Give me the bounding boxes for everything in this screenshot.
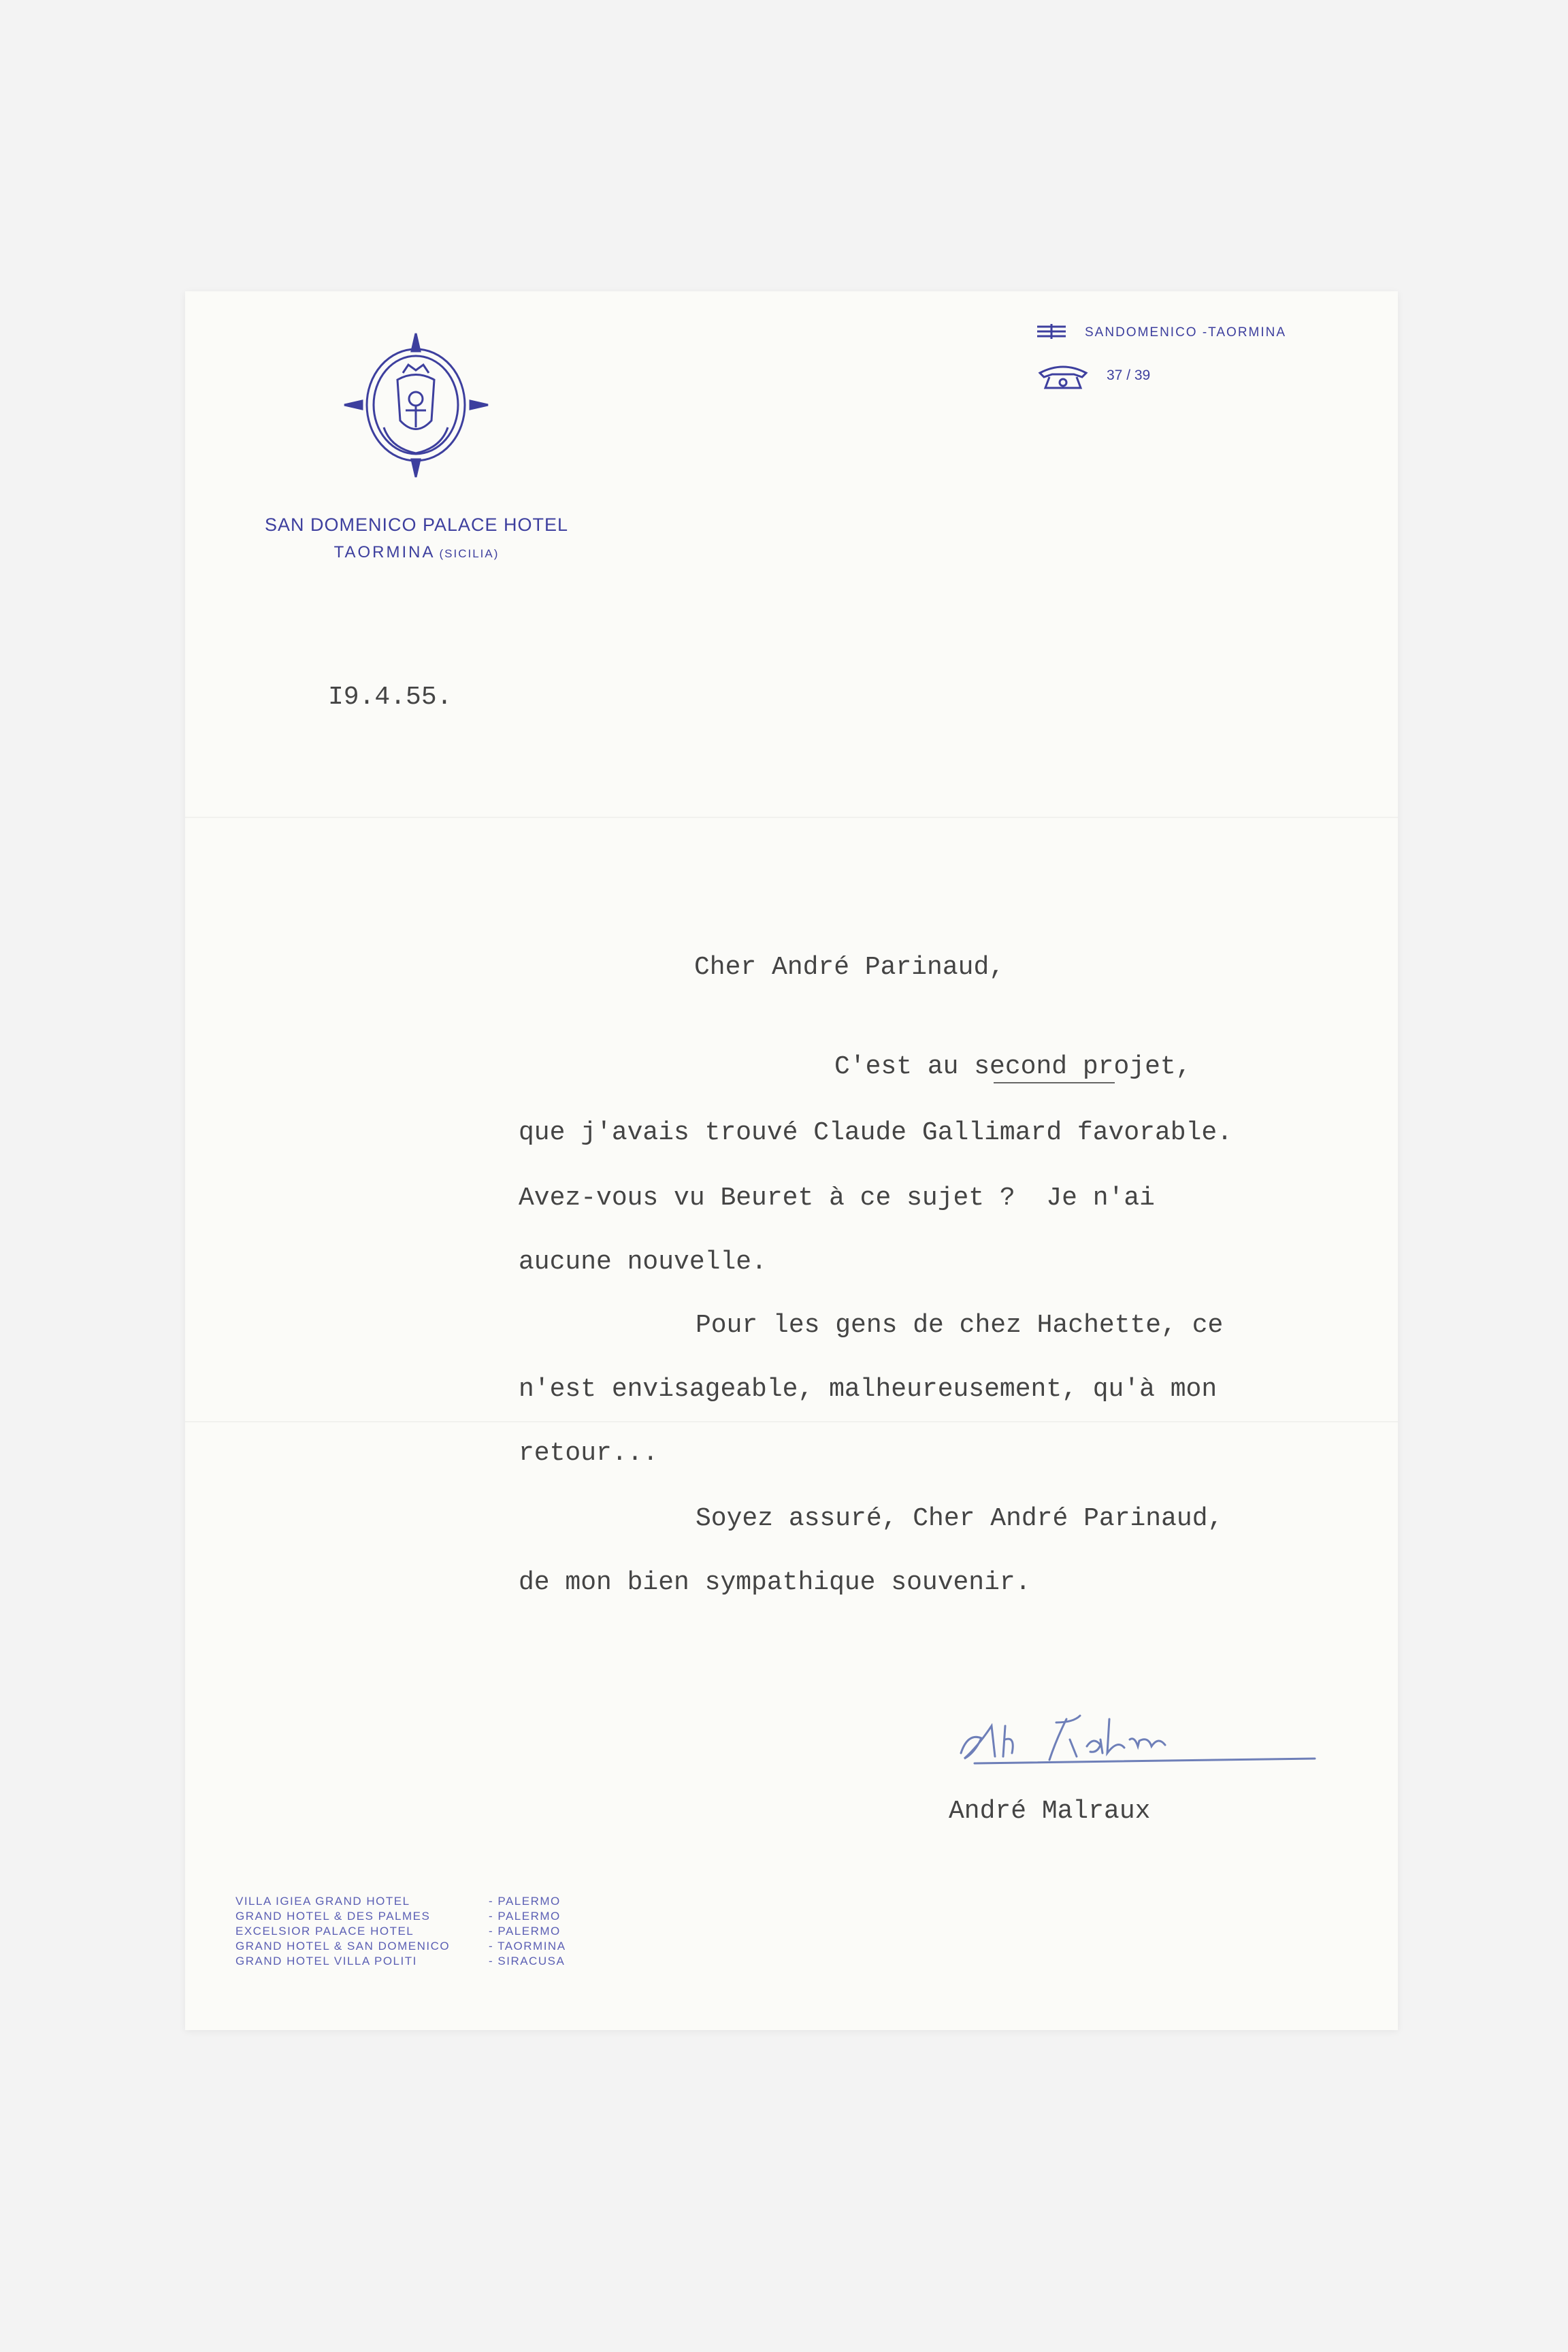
fold-line (185, 1421, 1398, 1422)
letter-line: n'est envisageable, malheureusement, qu'à mon (519, 1375, 1218, 1404)
letter-line: aucune nouvelle. (519, 1247, 767, 1277)
letter-line: Avez-vous vu Beuret à ce sujet ? Je n'ai (519, 1183, 1155, 1213)
hotel-crest-icon (343, 332, 489, 478)
footer-hotel-city: - PALERMO (489, 1925, 561, 1938)
region-name: (SICILIA) (439, 547, 500, 560)
letter-line: Soyez assuré, Cher André Parinaud, (696, 1504, 1224, 1533)
footer-hotel-name: GRAND HOTEL & SAN DOMENICO (235, 1940, 451, 1953)
footer-hotel-row (235, 1954, 591, 1969)
telegraph-icon (1037, 324, 1066, 339)
footer-hotel-name: EXCELSIOR PALACE HOTEL (235, 1925, 414, 1938)
telephone-number: 37 / 39 (1107, 368, 1151, 383)
footer-hotel-row (235, 1939, 591, 1954)
footer-hotel-row (235, 1894, 591, 1909)
fold-line (185, 817, 1398, 818)
letter-line: C'est au second projet, (834, 1052, 1192, 1081)
hotel-name: SAN DOMENICO PALACE HOTEL (264, 514, 569, 535)
letter-line: Pour les gens de chez Hachette, ce (696, 1311, 1224, 1340)
footer-hotel-city: - PALERMO (489, 1910, 561, 1923)
footer-hotel-name: GRAND HOTEL VILLA POLITI (235, 1955, 417, 1967)
telegraph-address: SANDOMENICO -TAORMINA (1085, 325, 1287, 340)
footer-hotel-name: VILLA IGIEA GRAND HOTEL (235, 1895, 410, 1908)
letter-paper (185, 291, 1398, 2030)
footer-hotel-name: GRAND HOTEL & DES PALMES (235, 1910, 431, 1923)
underline-mark (994, 1082, 1115, 1083)
footer-hotel-row (235, 1909, 591, 1924)
letter-salutation: Cher André Parinaud, (694, 953, 1005, 982)
hotel-city (253, 543, 580, 562)
telephone-icon (1036, 362, 1090, 391)
signatory-name: André Malraux (949, 1797, 1151, 1826)
handwritten-signature (954, 1699, 1322, 1774)
footer-hotel-row (235, 1924, 591, 1939)
letter-line: retour... (519, 1439, 659, 1468)
footer-hotel-city: - SIRACUSA (489, 1955, 566, 1967)
letter-date: I9.4.55. (328, 683, 453, 712)
letter-line: de mon bien sympathique souvenir. (519, 1568, 1031, 1597)
hotel-network-list (235, 1894, 591, 1969)
letter-line: que j'avais trouvé Claude Gallimard favorable. (519, 1118, 1232, 1147)
city-name: TAORMINA (333, 543, 436, 561)
footer-hotel-city: - PALERMO (489, 1895, 561, 1908)
footer-hotel-city: - TAORMINA (489, 1940, 566, 1953)
